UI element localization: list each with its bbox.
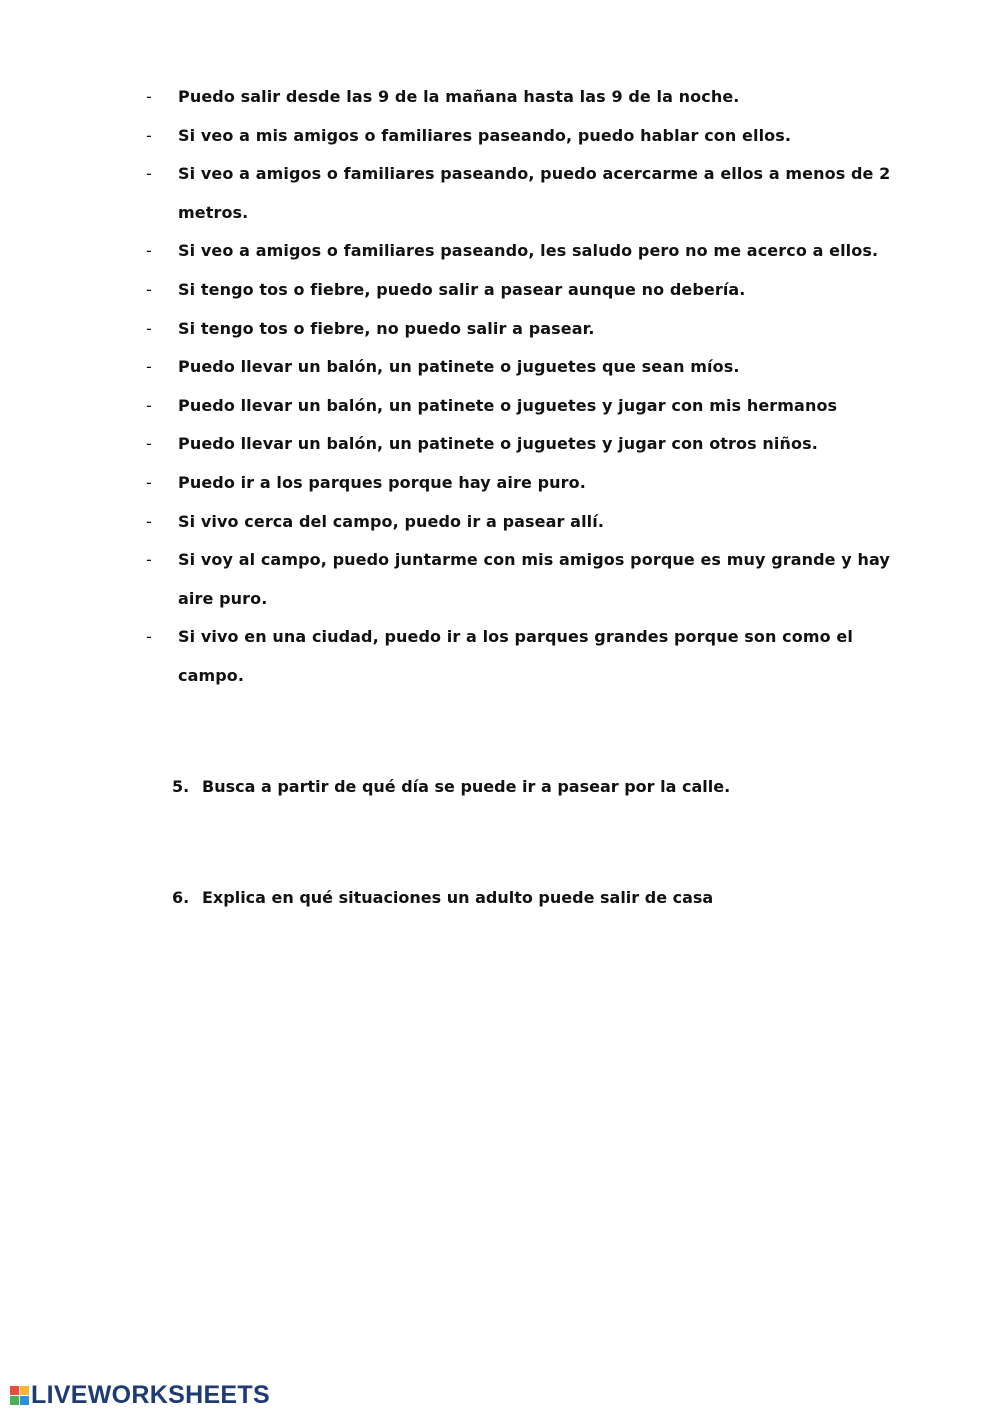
statement-item	[146, 503, 906, 542]
liveworksheets-logo[interactable]	[10, 1380, 270, 1410]
logo-block	[20, 1386, 29, 1395]
bullet-dash: -	[146, 125, 152, 145]
logo-text: LIVEWORKSHEETS	[31, 1380, 270, 1409]
statement-item	[146, 155, 906, 232]
statement-item	[146, 271, 906, 310]
statement-item	[146, 232, 906, 271]
statement-text: Puedo llevar un balón, un patinete o juguetes que sean míos.	[178, 357, 740, 377]
statement-text: Si tengo tos o fiebre, puedo salir a pasear aunque no debería.	[178, 279, 746, 299]
statement-text: Si tengo tos o fiebre, no puedo salir a pasear.	[178, 318, 595, 338]
question-text: Busca a partir de qué día se puede ir a pasear por la calle.	[202, 777, 731, 796]
statement-text: Puedo llevar un balón, un patinete o juguetes y jugar con mis hermanos	[178, 395, 838, 415]
statement-item	[146, 348, 906, 387]
question-number: 6.	[172, 888, 190, 907]
bullet-dash: -	[146, 357, 152, 377]
bullet-dash: -	[146, 279, 152, 299]
statement-item	[146, 78, 906, 117]
question-6	[172, 886, 713, 910]
question-number: 5.	[172, 777, 190, 796]
statement-text: Si vivo cerca del campo, puedo ir a pasear allí.	[178, 511, 605, 531]
bullet-dash: -	[146, 511, 152, 531]
statement-item	[146, 387, 906, 426]
bullet-dash: -	[146, 627, 152, 647]
logo-block	[10, 1396, 19, 1405]
statement-text: Si veo a amigos o familiares paseando, puedo acercarme a ellos a menos de 2 metros.	[178, 164, 891, 222]
statement-text: Si vivo en una ciudad, puedo ir a los parques grandes porque son como el campo.	[178, 627, 853, 685]
statement-item	[146, 618, 906, 695]
bullet-dash: -	[146, 550, 152, 570]
logo-block	[10, 1386, 19, 1395]
bullet-dash: -	[146, 87, 152, 106]
bullet-dash: -	[146, 395, 152, 415]
bullet-dash: -	[146, 472, 152, 492]
question-5	[172, 775, 730, 799]
bullet-dash: -	[146, 434, 152, 454]
logo-blocks-icon	[10, 1386, 29, 1405]
statement-text: Si voy al campo, puedo juntarme con mis amigos porque es muy grande y hay aire puro.	[178, 550, 890, 608]
statement-list	[146, 78, 906, 696]
statement-text: Puedo ir a los parques porque hay aire puro.	[178, 472, 586, 492]
statement-item	[146, 310, 906, 349]
statement-text: Puedo llevar un balón, un patinete o juguetes y jugar con otros niños.	[178, 434, 818, 454]
question-text: Explica en qué situaciones un adulto puede salir de casa	[202, 888, 714, 907]
statement-item	[146, 117, 906, 156]
bullet-dash: -	[146, 241, 152, 261]
logo-block	[20, 1396, 29, 1405]
statement-text: Si veo a mis amigos o familiares paseando, puedo hablar con ellos.	[178, 125, 792, 145]
statement-item	[146, 464, 906, 503]
statement-item	[146, 541, 906, 618]
statement-text: Si veo a amigos o familiares paseando, les saludo pero no me acerco a ellos.	[178, 241, 879, 261]
statement-text: Puedo salir desde las 9 de la mañana hasta las 9 de la noche.	[178, 87, 740, 106]
statement-item	[146, 425, 906, 464]
bullet-dash: -	[146, 164, 152, 184]
bullet-dash: -	[146, 318, 152, 338]
